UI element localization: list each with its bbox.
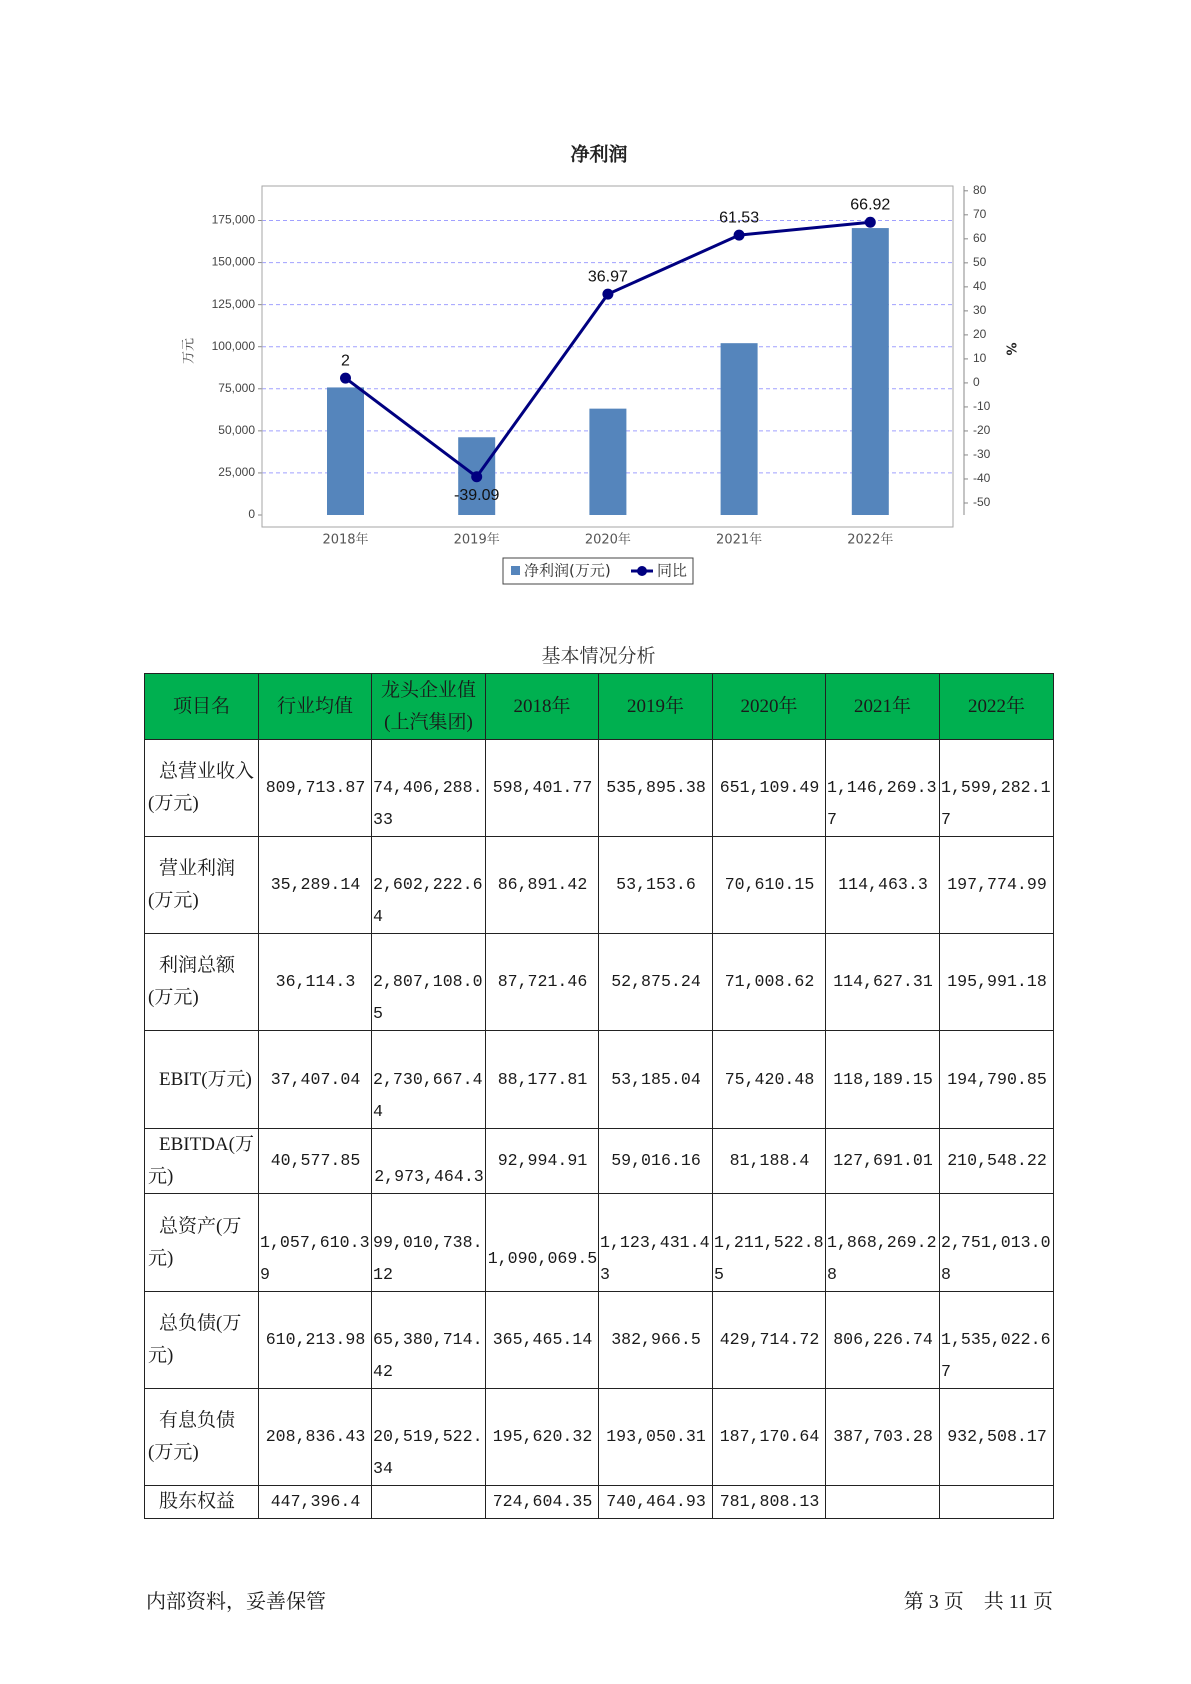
table-cell-value: 610,213.98 — [265, 1330, 366, 1349]
table-cell-value: 52,875.24 — [611, 972, 701, 991]
table-cell — [372, 1031, 486, 1129]
table-cell-value: 36,114.3 — [275, 972, 356, 991]
x-tick-label: 2021年 — [716, 532, 763, 548]
table-cell — [713, 1194, 826, 1292]
row-label: EBIT(万元) — [145, 1031, 259, 1129]
table-cell-value: 92,994.91 — [497, 1151, 588, 1170]
table-cell — [486, 740, 599, 837]
table-cell — [940, 1194, 1054, 1292]
table-cell — [826, 1486, 940, 1519]
table-cell-value: 1,535,022.67 — [941, 1330, 1051, 1381]
y-axis-label: 万元 — [181, 337, 197, 365]
data-label: 66.92 — [850, 196, 891, 214]
table-cell — [372, 1129, 486, 1194]
table-cell-value: 1,211,522.85 — [714, 1232, 824, 1284]
table-cell — [599, 934, 713, 1031]
table-cell — [259, 1389, 372, 1486]
table-cell — [259, 1194, 372, 1292]
y2-tick-label: 80 — [973, 182, 987, 197]
table-cell — [826, 1194, 940, 1292]
line-point — [471, 471, 482, 482]
table-cell-value: 387,703.28 — [833, 1427, 933, 1446]
table-cell-value: 87,721.46 — [497, 972, 588, 991]
y-tick-label: 50,000 — [218, 423, 255, 438]
table-cell-value: 99,010,738.12 — [373, 1232, 483, 1284]
y-tick-label: 100,000 — [211, 338, 255, 353]
y2-tick-label: -50 — [973, 495, 991, 510]
table-cell — [940, 1129, 1054, 1194]
table-cell — [259, 740, 372, 837]
table-cell-value: 1,868,269.28 — [827, 1232, 937, 1284]
table-row — [145, 1031, 1054, 1129]
table-cell-value: 114,627.31 — [833, 972, 933, 991]
table-cell-value: 114,463.3 — [838, 875, 928, 894]
table-cell — [259, 1486, 372, 1519]
legend — [503, 558, 693, 584]
row-label: 有息负债(万元) — [145, 1389, 259, 1486]
y2-tick-label: 20 — [973, 327, 987, 342]
y-tick-label: 75,000 — [218, 380, 255, 395]
table-cell-value: 535,895.38 — [606, 778, 706, 797]
table-cell-value: 40,577.85 — [270, 1151, 361, 1170]
table-row — [145, 1389, 1054, 1486]
table-cell — [486, 1194, 599, 1292]
table-cell — [259, 1129, 372, 1194]
bar — [721, 343, 758, 515]
table-cell — [259, 1031, 372, 1129]
table-row — [145, 934, 1054, 1031]
y2-tick-label: 0 — [973, 375, 980, 390]
table-header-cell: 龙头企业值(上汽集团) — [372, 674, 486, 740]
table-cell — [599, 1292, 713, 1389]
chart-title: 净利润 — [570, 143, 628, 166]
table-cell-value: 781,808.13 — [719, 1492, 820, 1511]
table-cell-value: 598,401.77 — [492, 778, 593, 797]
y-tick-label: 175,000 — [211, 212, 255, 227]
table-cell-value: 382,966.5 — [611, 1330, 701, 1349]
table-cell-value: 932,508.17 — [947, 1427, 1047, 1446]
table-cell — [826, 1031, 940, 1129]
table-header-cell: 行业均值 — [259, 674, 372, 740]
table-row — [145, 1194, 1054, 1292]
table-cell — [486, 934, 599, 1031]
table-cell-value: 724,604.35 — [492, 1492, 593, 1511]
y2-tick-label: 70 — [973, 206, 987, 221]
line-point — [340, 373, 351, 384]
table-cell-value: 447,396.4 — [270, 1492, 361, 1511]
table-cell — [713, 1486, 826, 1519]
table-cell — [486, 1389, 599, 1486]
table-cell-value: 71,008.62 — [724, 972, 815, 991]
table-cell — [713, 837, 826, 934]
table-cell — [372, 1194, 486, 1292]
table-cell-value: 740,464.93 — [606, 1492, 706, 1511]
table-cell-value: 187,170.64 — [719, 1427, 820, 1446]
table-cell — [713, 1389, 826, 1486]
y2-tick-label: 50 — [973, 255, 987, 270]
table-cell — [372, 1389, 486, 1486]
table-cell — [713, 1031, 826, 1129]
table-cell-value: 651,109.49 — [719, 778, 820, 797]
table-cell — [940, 1031, 1054, 1129]
y2-tick-label: -30 — [973, 447, 991, 462]
table-header-cell: 2020年 — [713, 674, 826, 740]
table-cell — [372, 934, 486, 1031]
table-cell — [372, 837, 486, 934]
table-cell-value: 86,891.42 — [497, 875, 588, 894]
table-cell-value: 35,289.14 — [270, 875, 361, 894]
table-row — [145, 1292, 1054, 1389]
table-cell-value: 20,519,522.34 — [373, 1427, 483, 1478]
table-body — [145, 740, 1054, 1519]
y2-tick-label: 30 — [973, 303, 987, 318]
table-cell-value: 75,420.48 — [724, 1069, 815, 1089]
data-label: -39.09 — [454, 487, 500, 505]
legend-line-marker — [637, 566, 647, 576]
table-cell — [372, 1292, 486, 1389]
table-header-cell: 2022年 — [940, 674, 1054, 740]
legend-bar-swatch — [511, 566, 520, 575]
table-cell — [940, 837, 1054, 934]
table-cell — [599, 1486, 713, 1519]
data-label: 61.53 — [719, 209, 760, 227]
table-cell-value: 2,730,667.44 — [373, 1069, 483, 1121]
x-tick-label: 2020年 — [584, 532, 631, 548]
table-cell-value: 1,599,282.17 — [941, 778, 1051, 829]
table-cell — [713, 740, 826, 837]
net-profit-chart — [0, 0, 1191, 600]
bar — [852, 228, 889, 515]
legend-label-line: 同比 — [657, 561, 688, 580]
y2-tick-label: 40 — [973, 279, 987, 294]
table-cell-value: 2,602,222.64 — [373, 875, 483, 926]
table-cell — [486, 1486, 599, 1519]
line-point — [865, 217, 876, 228]
table-header-cell: 2018年 — [486, 674, 599, 740]
table-cell — [826, 837, 940, 934]
y-tick-label: 125,000 — [211, 296, 255, 311]
table-row — [145, 1486, 1054, 1519]
table-cell-value: 81,188.4 — [729, 1151, 810, 1170]
table-cell-value: 194,790.85 — [947, 1069, 1047, 1089]
table-row — [145, 837, 1054, 934]
table-cell-value: 809,713.87 — [265, 778, 366, 797]
table-cell — [826, 934, 940, 1031]
table-cell — [599, 1389, 713, 1486]
table-header-cell: 2021年 — [826, 674, 940, 740]
table-cell-value: 195,991.18 — [947, 972, 1047, 991]
table-header-cell: 项目名 — [145, 674, 259, 740]
bar — [327, 387, 364, 515]
line-point — [734, 230, 745, 241]
table-cell — [599, 837, 713, 934]
table-cell — [599, 740, 713, 837]
table-cell-value: 429,714.72 — [719, 1330, 820, 1349]
footer-total-pages: 共 11 页 — [983, 1591, 1053, 1613]
table-cell — [940, 934, 1054, 1031]
y2-tick-label: -10 — [973, 399, 991, 414]
table-row — [145, 740, 1054, 837]
table-cell — [826, 1129, 940, 1194]
table-cell-value: 1,146,269.37 — [827, 778, 937, 829]
table-cell-value: 37,407.04 — [270, 1069, 361, 1089]
table-cell-value: 118,189.15 — [833, 1069, 933, 1089]
y2-tick-label: -40 — [973, 471, 991, 486]
bar — [589, 409, 626, 515]
y2-tick-label: -20 — [973, 423, 991, 438]
table-cell-value: 365,465.14 — [492, 1330, 593, 1349]
data-label: 36.97 — [587, 268, 628, 286]
table-cell — [826, 1292, 940, 1389]
y-tick-label: 0 — [248, 507, 255, 522]
table-cell — [940, 1292, 1054, 1389]
table-cell-value: 193,050.31 — [606, 1427, 706, 1446]
x-tick-label: 2022年 — [847, 532, 894, 548]
table-cell — [713, 1129, 826, 1194]
table-cell-value: 1,057,610.39 — [260, 1232, 370, 1284]
basic-analysis-table — [144, 673, 1054, 1519]
line-point — [602, 289, 613, 300]
table-cell — [259, 934, 372, 1031]
y-tick-label: 150,000 — [211, 254, 255, 269]
table-cell — [940, 1389, 1054, 1486]
row-label: 总负债(万元) — [145, 1292, 259, 1389]
row-label: 股东权益 — [145, 1486, 259, 1519]
footer-page-number — [904, 1589, 1053, 1615]
table-cell-value: 1,123,431.43 — [600, 1232, 710, 1284]
footer-current-page: 第 3 页 — [903, 1591, 964, 1613]
table-cell-value: 53,153.6 — [616, 875, 696, 894]
table-cell-value: 1,090,069.5 — [487, 1248, 598, 1268]
x-tick-label: 2018年 — [322, 532, 369, 548]
table-row — [145, 1129, 1054, 1194]
table-cell — [940, 740, 1054, 837]
table-cell-value: 806,226.74 — [833, 1330, 933, 1349]
table-cell-value: 2,751,013.08 — [941, 1232, 1051, 1284]
table-cell — [259, 1292, 372, 1389]
table-cell — [486, 1031, 599, 1129]
table-cell-value: 2,807,108.05 — [373, 972, 483, 1023]
table-cell-value: 210,548.22 — [947, 1151, 1047, 1170]
table-cell-value: 59,016.16 — [611, 1151, 701, 1170]
table-cell-value: 195,620.32 — [492, 1427, 593, 1446]
table-cell-value: 197,774.99 — [947, 875, 1047, 894]
table-cell — [486, 1129, 599, 1194]
data-label: 2 — [341, 352, 350, 370]
table-cell-value: 208,836.43 — [265, 1427, 366, 1446]
table-cell-value: 127,691.01 — [833, 1151, 933, 1170]
table-cell-value: 88,177.81 — [497, 1069, 588, 1089]
table-cell-value: 2,973,464.3 — [374, 1167, 484, 1186]
table-cell-value: 74,406,288.33 — [373, 778, 483, 829]
table-cell — [826, 1389, 940, 1486]
table-cell-value: 70,610.15 — [724, 875, 815, 894]
table-cell — [486, 837, 599, 934]
table-cell — [259, 837, 372, 934]
table-cell-value: 53,185.04 — [611, 1069, 701, 1089]
footer-confidential-note: 内部资料，妥善保管 — [146, 1591, 326, 1613]
table-cell — [372, 1486, 486, 1519]
x-tick-label: 2019年 — [453, 532, 500, 548]
y2-axis-label: % — [1002, 342, 1018, 356]
table-header-row — [145, 674, 1054, 740]
y2-tick-label: 60 — [973, 231, 987, 246]
table-title: 基本情况分析 — [541, 646, 656, 667]
row-label: EBITDA(万元) — [145, 1129, 259, 1194]
table-cell — [599, 1031, 713, 1129]
table-cell — [826, 740, 940, 837]
row-label: 利润总额(万元) — [145, 934, 259, 1031]
table-cell — [713, 1292, 826, 1389]
table-cell — [372, 740, 486, 837]
y2-tick-label: 10 — [973, 351, 987, 366]
table-cell — [713, 934, 826, 1031]
table-cell — [940, 1486, 1054, 1519]
row-label: 营业利润(万元) — [145, 837, 259, 934]
table-header-cell: 2019年 — [599, 674, 713, 740]
row-label: 总营业收入(万元) — [145, 740, 259, 837]
legend-label-bar: 净利润(万元) — [524, 561, 611, 580]
table-cell — [599, 1129, 713, 1194]
table-cell — [486, 1292, 599, 1389]
row-label: 总资产(万元) — [145, 1194, 259, 1292]
y-tick-label: 25,000 — [218, 465, 255, 480]
table-cell — [599, 1194, 713, 1292]
table-cell-value: 65,380,714.42 — [373, 1330, 483, 1381]
